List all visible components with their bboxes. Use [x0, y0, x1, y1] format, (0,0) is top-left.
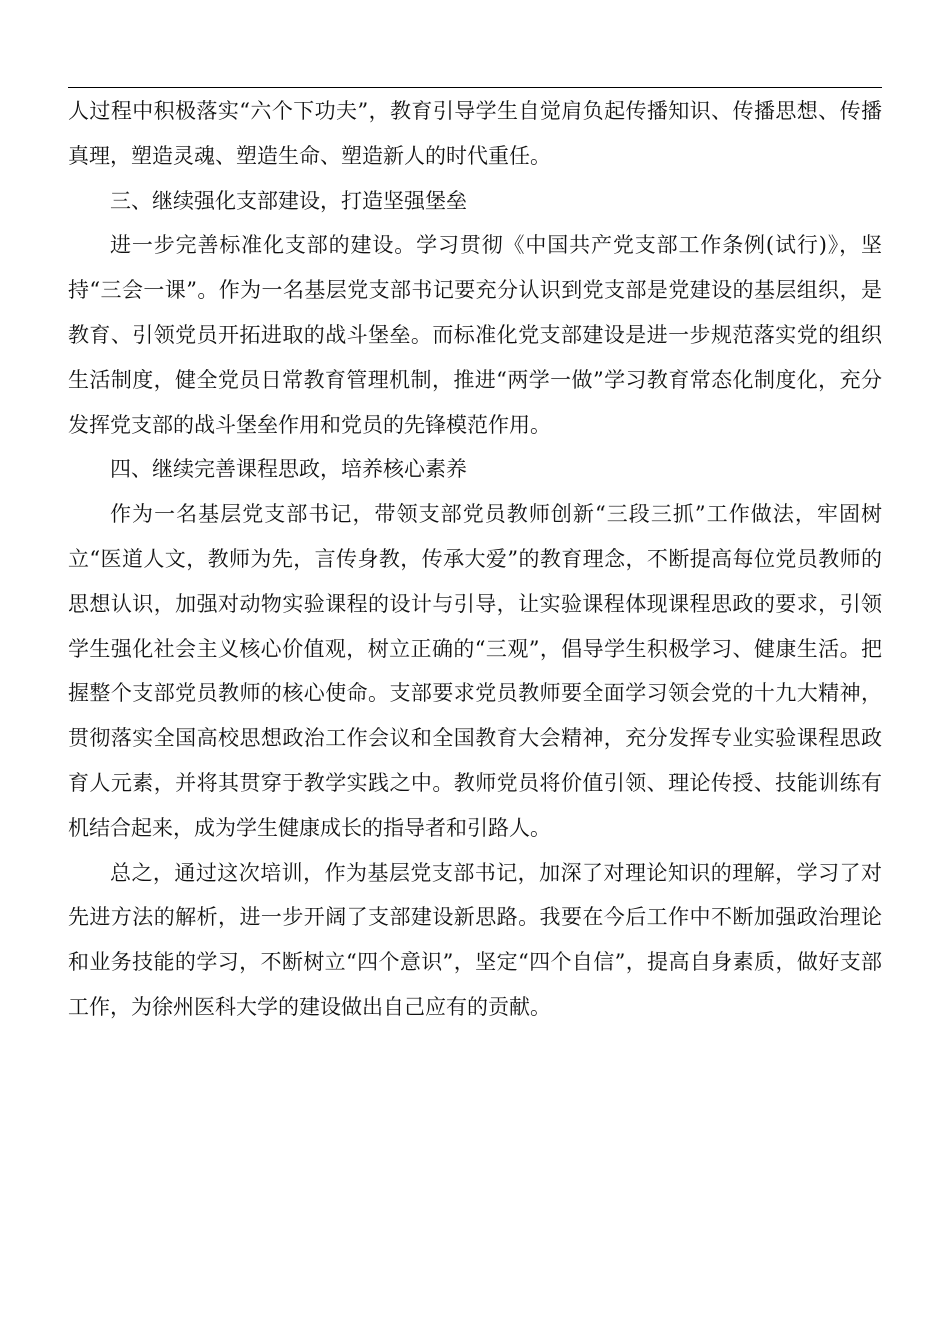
- section-paragraph-4: 作为一名基层党支部书记，带领支部党员教师创新“三段三抓”工作做法，牢固树立“医道人文，教师为先，言传身教，传承大爱”的教育理念，不断提高每位党员教师的思想认识，加强对动物实验课程的设计与引导，让实验课程体现课程思政的要求，引领学生强化社会主义核心价值观，树立正确的“三观”，倡导学生积极学习、健康生活。把握整个支部党员教师的核心使命。支部要求党员教师要全面学习领会党的十九大精神，贯彻落实全国高校思想政治工作会议和全国教育大会精神，充分发挥专业实验课程思政育人元素，并将其贯穿于教学实践之中。教师党员将价值引领、理论传授、技能训练有机结合起来，成为学生健康成长的指导者和引路人。: [68, 502, 882, 840]
- section-heading-4: 四、继续完善课程思政，培养核心素养: [110, 457, 467, 482]
- continuation-paragraph: 人过程中积极落实“六个下功夫”，教育引导学生自觉肩负起传播知识、传播思想、传播真理，塑造灵魂、塑造生命、塑造新人的时代重任。: [68, 99, 882, 168]
- document-body: [68, 89, 882, 1030]
- header-rule: [68, 87, 882, 88]
- section-paragraph-3: 进一步完善标准化支部的建设。学习贯彻《中国共产党支部工作条例(试行)》，坚持“三会一课”。作为一名基层党支部书记要充分认识到党支部是党建设的基层组织，是教育、引领党员开拓进取的战斗堡垒。而标准化党支部建设是进一步规范落实党的组织生活制度，健全党员日常教育管理机制，推进“两学一做”学习教育常态化制度化，充分发挥党支部的战斗堡垒作用和党员的先锋模范作用。: [68, 233, 882, 437]
- conclusion-paragraph: 总之，通过这次培训，作为基层党支部书记，加深了对理论知识的理解，学习了对先进方法的解析，进一步开阔了支部建设新思路。我要在今后工作中不断加强政治理论和业务技能的学习，不断树立“四个意识”，坚定“四个自信”，提高自身素质，做好支部工作，为徐州医科大学的建设做出自己应有的贡献。: [68, 860, 882, 1019]
- section-heading-3: 三、继续强化支部建设，打造坚强堡垒: [110, 188, 467, 213]
